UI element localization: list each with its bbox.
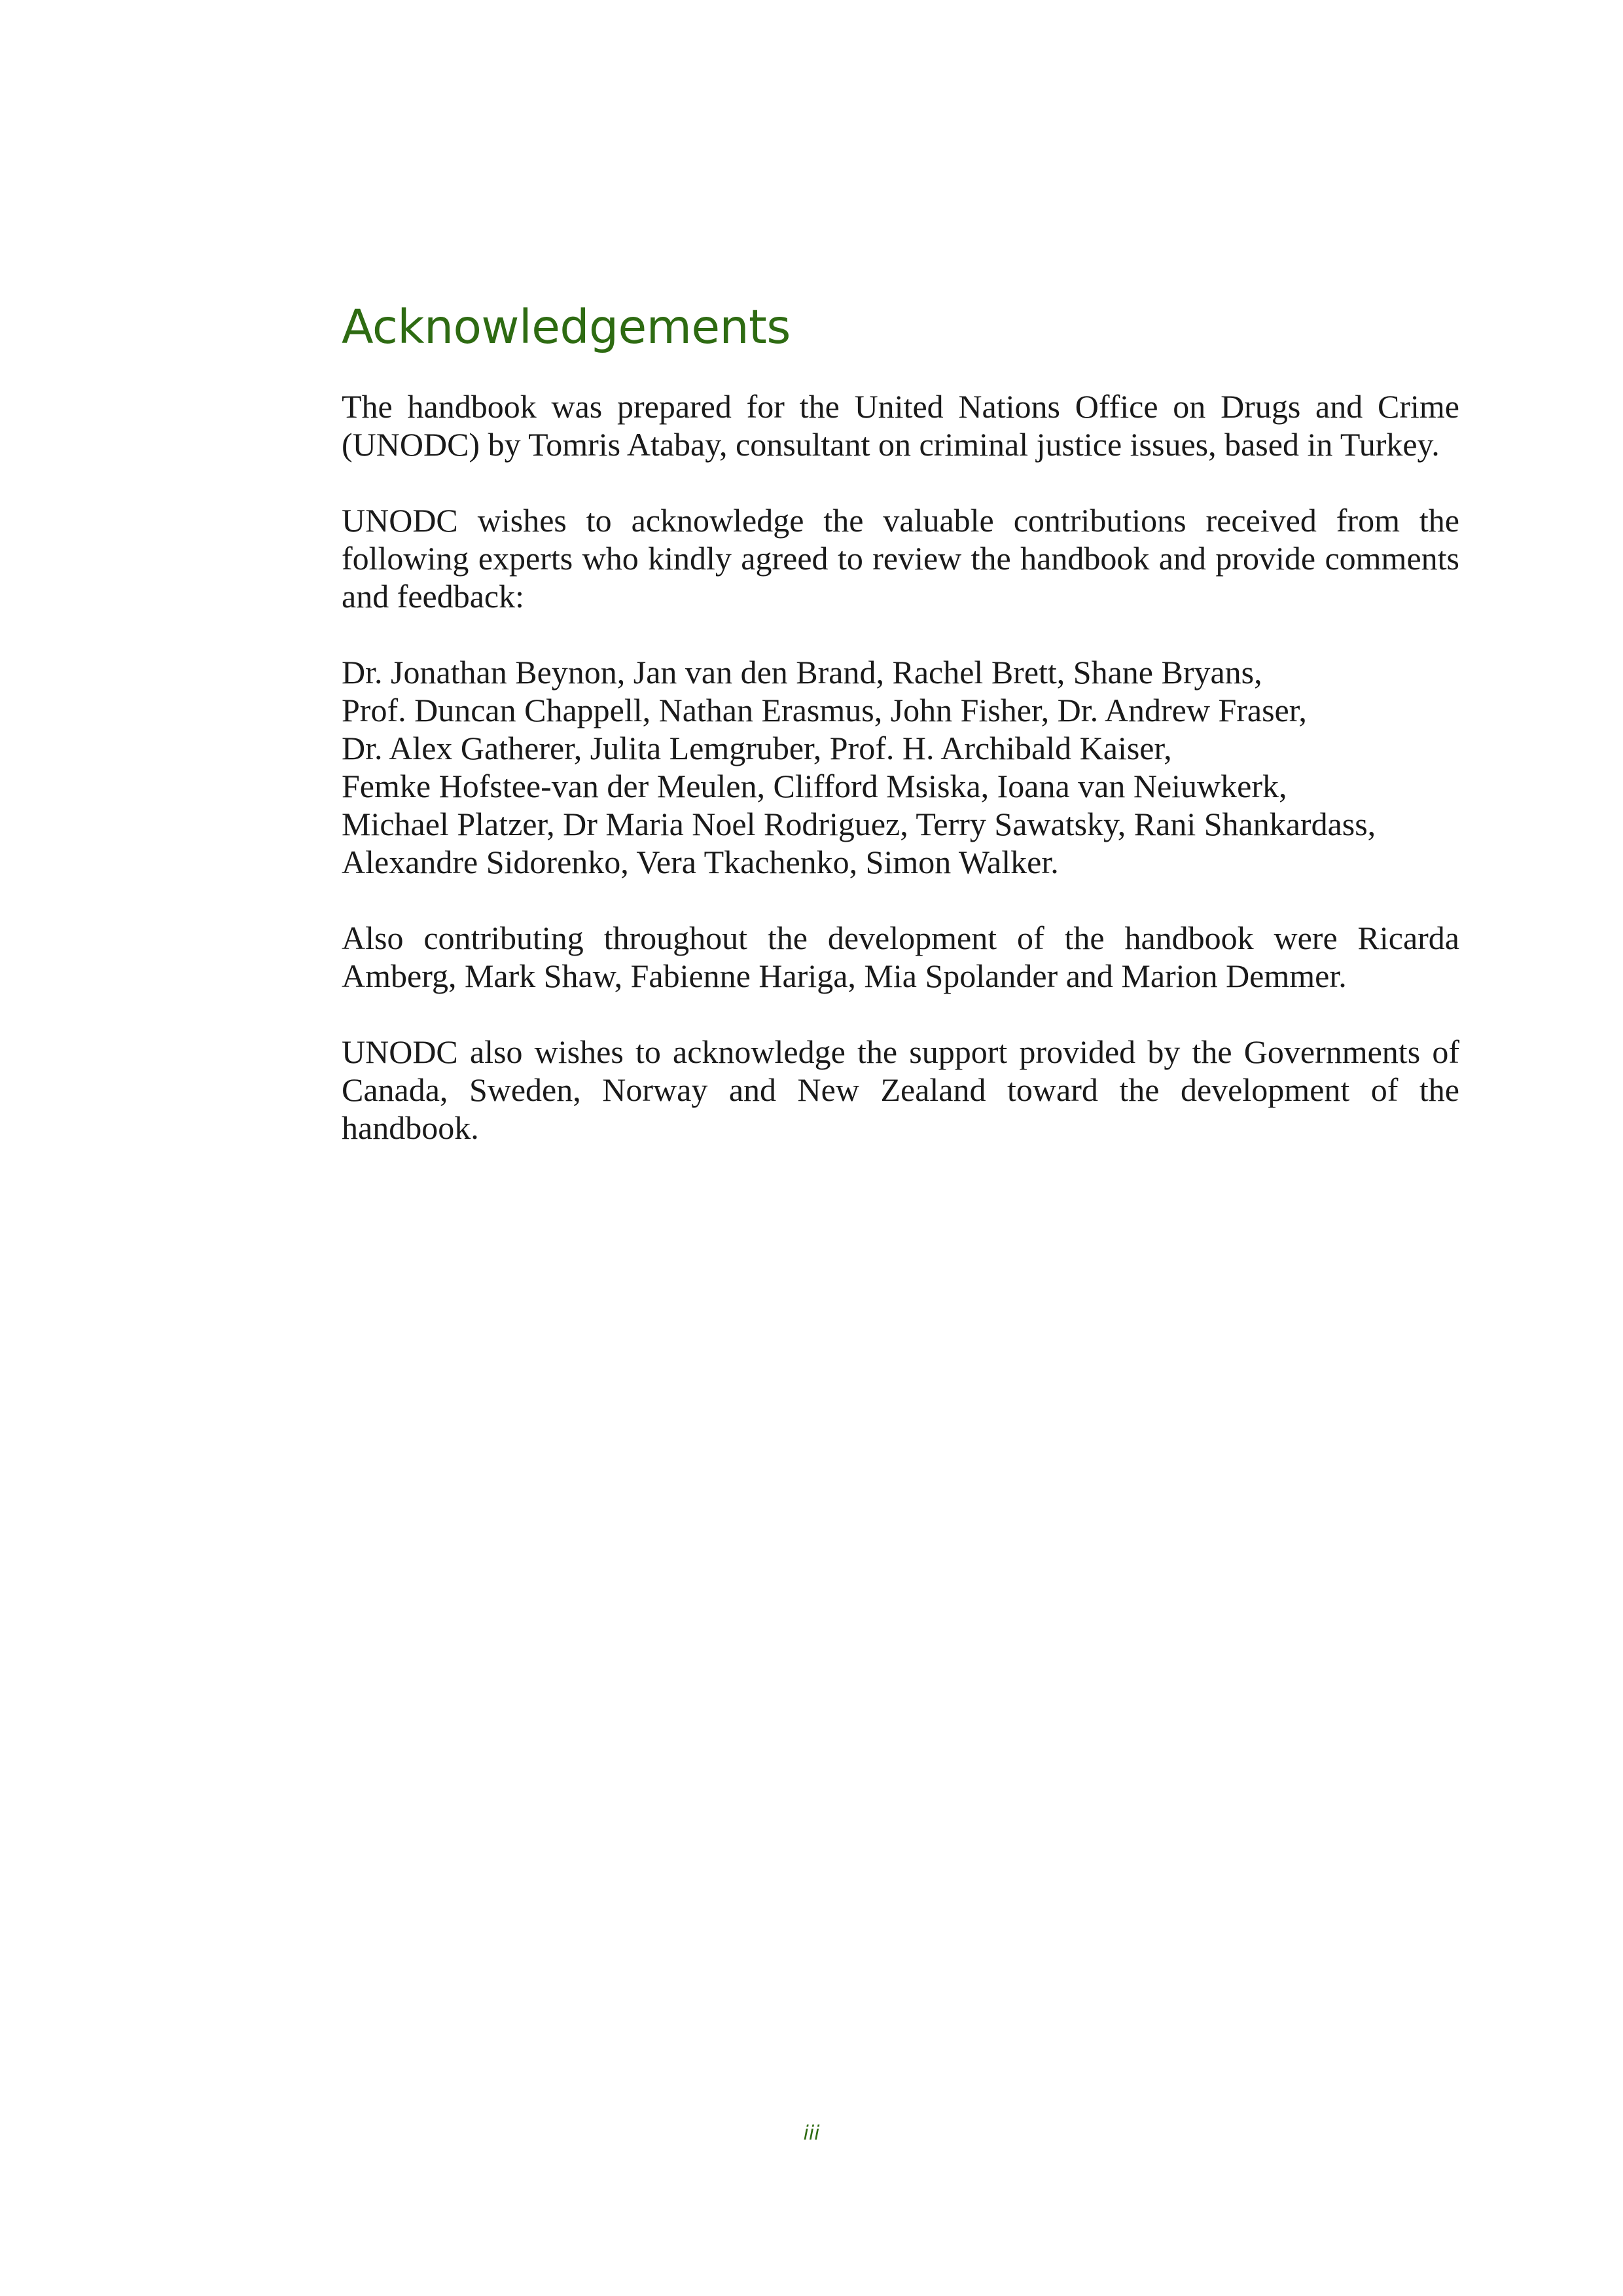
reviewer-names-list <box>342 653 1459 881</box>
paragraph-preparation: The handbook was prepared for the United Nations Office on Drugs and Crime (UNODC) by Tomris Atabay, consultant on criminal justice issues, based in Turkey. <box>342 388 1459 463</box>
names-line: Femke Hofstee-van der Meulen, Clifford Msiska, Ioana van Neiuwkerk, <box>342 768 1287 804</box>
names-line: Prof. Duncan Chappell, Nathan Erasmus, John Fisher, Dr. Andrew Fraser, <box>342 692 1307 728</box>
body-text <box>342 387 1459 1185</box>
paragraph-contributors: Also contributing throughout the development of the handbook were Ricarda Amberg, Mark Shaw, Fabienne Hariga, Mia Spolander and Marion Demmer. <box>342 920 1459 994</box>
names-line: Michael Platzer, Dr Maria Noel Rodriguez, Terry Sawatsky, Rani Shankardass, <box>342 806 1376 842</box>
names-line: Dr. Alex Gatherer, Julita Lemgruber, Prof. H. Archibald Kaiser, <box>342 730 1172 766</box>
names-line: Alexandre Sidorenko, Vera Tkachenko, Simon Walker. <box>342 844 1059 880</box>
names-line: Dr. Jonathan Beynon, Jan van den Brand, Rachel Brett, Shane Bryans, <box>342 654 1262 691</box>
paragraph-acknowledge-experts: UNODC wishes to acknowledge the valuable contributions received from the following experts who kindly agreed to review the handbook and provide comments and feedback: <box>342 502 1459 615</box>
paragraph-government-support: UNODC also wishes to acknowledge the support provided by the Governments of Canada, Sweden, Norway and New Zealand toward the development of the handbook. <box>342 1033 1459 1146</box>
page-title: Acknowledgements <box>342 300 791 354</box>
page-number: iii <box>803 2122 820 2145</box>
